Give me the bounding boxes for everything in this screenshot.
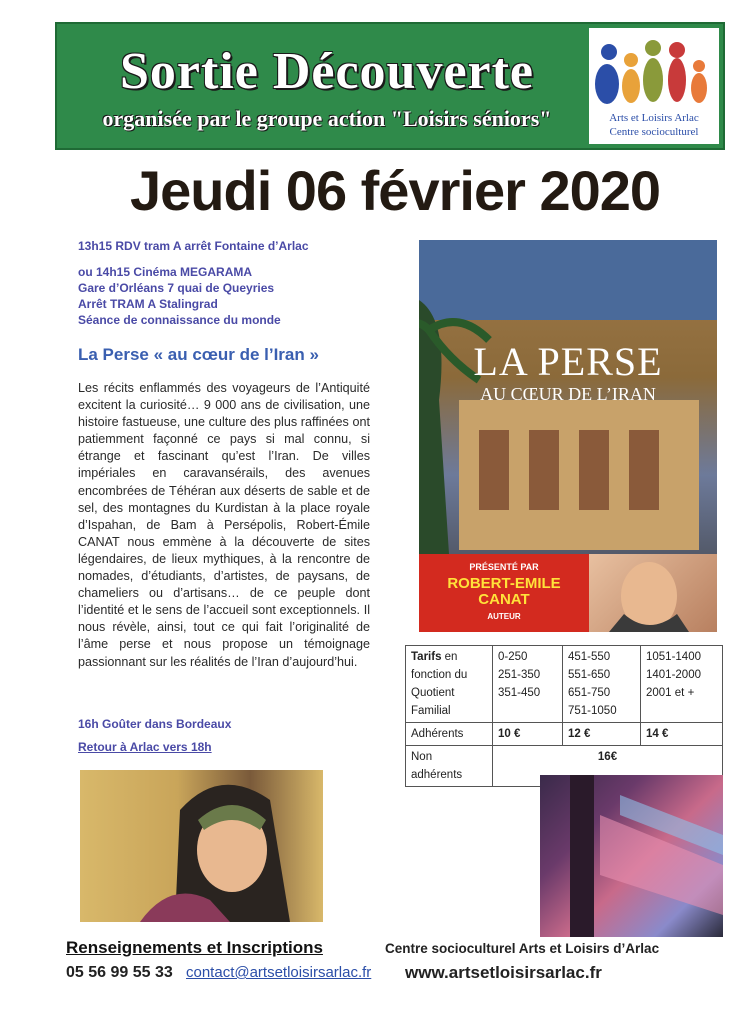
description: Les récits enflammés des voyageurs de l’Antiquité excitent la curiosité… 9 000 ans de civilisation, une histoire fastueuse, une culture des plus raffinées ont patiemment façonné ce pays si mal connu, si étrange et fascinant qu’est l’Iran. De villes impériales en caravansérails, des avenues encombrées de Téhéran aux déserts de sable et de sel, des montagnes du Kurdistan à la place royale d’Ispahan, de Bam à Persépolis, Robert-Émile CANAT nous emmène à la découverte de sites légendaires, de lieux mythiques, à la rencontre de nomades, d’étudiants, d’artistes, de paysans, de chameliers ou d’artisans… de ce peuple dont l’identité et le sens de l’accueil sont exceptionnels. Il nous révèle, ainsi, tout ce qui fait l’originalité de l’âme perse et nous propose un témoignage passionnant sur les réalités de l’Iran d’aujourd’hui. (78, 381, 370, 669)
info-heading: Renseignements et Inscriptions (66, 938, 323, 957)
film-title: La Perse « au cœur de l’Iran » (78, 345, 319, 364)
non-member-price: 16€ (493, 746, 723, 787)
schedule-line: Arrêt TRAM A Stalingrad (78, 297, 218, 311)
presented-by: PRÉSENTÉ PAR (469, 562, 539, 572)
pricing-label-text: Familial (411, 705, 451, 717)
presenter-last-name: CANAT (478, 591, 530, 608)
organizer-name: Centre socioculturel Arts et Loisirs d’Arlac (385, 941, 660, 956)
website-link[interactable]: www.artsetloisirsarlac.fr (405, 963, 602, 982)
presenter-first-name: ROBERT-EMILE (447, 575, 561, 592)
email-link[interactable]: contact@artsetloisirsarlac.fr (186, 964, 372, 981)
pricing-range-cell (493, 646, 563, 723)
schedule (78, 238, 398, 328)
range-value: 351-450 (498, 687, 541, 699)
banner-title: Sortie Découverte (119, 43, 535, 100)
mosque-photo (540, 775, 723, 937)
snack-info: 16h Goûter dans Bordeaux (78, 717, 232, 731)
logo (589, 28, 719, 144)
non-member-label (406, 746, 493, 787)
range-value: 651-750 (568, 687, 611, 699)
return-info: Retour à Arlac vers 18h (78, 740, 212, 754)
poster-subtitle: AU CŒUR DE L’IRAN (480, 384, 656, 404)
pricing-table (405, 645, 723, 787)
woman-photo (80, 770, 323, 922)
pricing-label-text: Quotient (411, 687, 455, 699)
range-value: 251-350 (498, 669, 541, 681)
member-price: 12 € (563, 723, 641, 746)
range-value: 0-250 (498, 651, 528, 663)
pricing-range-cell (641, 646, 723, 723)
non-member-label-line: Non (411, 751, 433, 763)
table-row (406, 646, 723, 723)
schedule-line: ou 14h15 Cinéma MEGARAMA (78, 265, 253, 279)
logo-tagline: Centre socioculturel (609, 126, 699, 138)
range-value: 2001 et + (646, 687, 695, 699)
non-member-label-line: adhérents (411, 769, 463, 781)
schedule-line: 13h15 RDV tram A arrêt Fontaine d’Arlac (78, 239, 309, 253)
header-banner (55, 22, 725, 150)
presenter-name (419, 576, 589, 608)
people-figures-icon (593, 36, 715, 106)
phone-number: 05 56 99 55 33 (66, 964, 173, 981)
member-price: 14 € (641, 723, 723, 746)
pricing-label-bold: Tarifs (411, 651, 442, 663)
logo-name: Arts et Loisirs Arlac (609, 112, 699, 124)
poster-title: LA PERSE (473, 339, 663, 384)
member-price: 10 € (493, 723, 563, 746)
presenter-role: AUTEUR (487, 612, 521, 621)
presenter-box (419, 554, 589, 632)
banner-subtitle: organisée par le groupe action "Loisirs séniors" (102, 106, 552, 131)
presenter-photo (589, 554, 717, 632)
pricing-range-cell (563, 646, 641, 723)
schedule-line: Gare d’Orléans 7 quai de Queyries (78, 281, 275, 295)
pricing-label-cell (406, 646, 493, 723)
table-row (406, 723, 723, 746)
pricing-label-text: fonction du (411, 669, 468, 681)
range-value: 451-550 (568, 651, 611, 663)
member-label: Adhérents (406, 723, 493, 746)
range-value: 751-1050 (568, 705, 617, 717)
event-date: Jeudi 06 février 2020 (129, 159, 661, 222)
range-value: 1051-1400 (646, 651, 701, 663)
schedule-line: Séance de connaissance du monde (78, 313, 281, 327)
pricing-label-text: en (441, 651, 458, 663)
film-poster (419, 240, 717, 632)
range-value: 1401-2000 (646, 669, 701, 681)
range-value: 551-650 (568, 669, 611, 681)
